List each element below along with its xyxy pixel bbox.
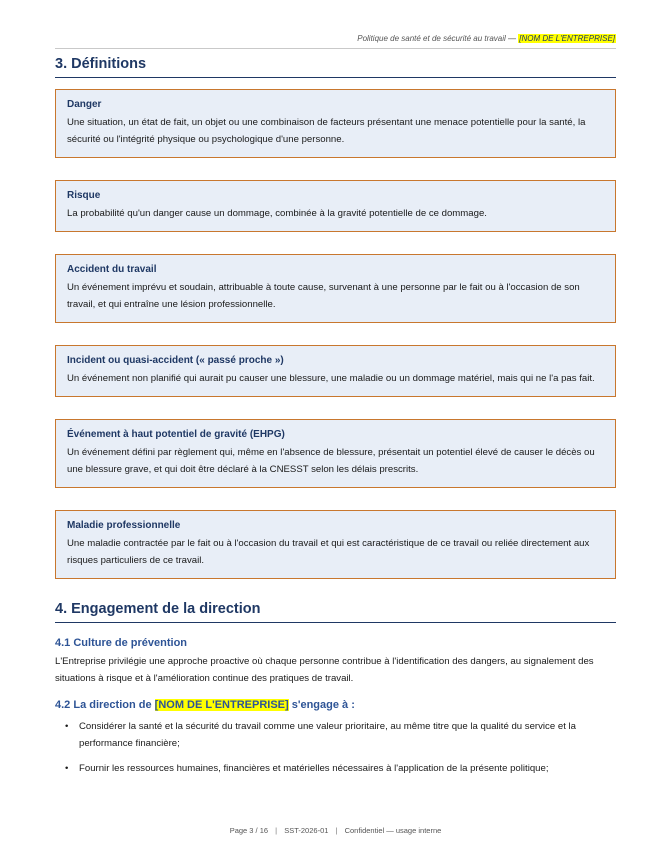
footer-separator: |	[275, 826, 278, 835]
subsection-4-1-text: L'Entreprise privilégie une approche proactive où chaque personne contribue à l'identification des dangers, au signalement des situations à risque et à l'amélioration continue des pratiques de travail.	[55, 656, 594, 684]
footer-confidentiality: Confidentiel — usage interne	[344, 826, 442, 835]
subsection-4-2-suffix: s'engage à :	[291, 699, 355, 711]
subsection-4-2-prefix: 4.2 La direction de	[55, 699, 152, 711]
definition-term: Maladie professionnelle	[67, 520, 181, 531]
definition-box-danger	[55, 89, 616, 158]
bullet-icon: •	[65, 763, 69, 774]
definition-text: La probabilité qu'un danger cause un dommage, combinée à la gravité potentielle de ce dommage.	[67, 208, 487, 219]
definition-box-ehpg	[55, 419, 616, 488]
section-3-heading: 3. Définitions	[55, 56, 616, 78]
definition-term: Risque	[67, 190, 101, 201]
definition-term: Danger	[67, 99, 102, 110]
definition-box-incident	[55, 345, 616, 397]
definition-box-risque	[55, 180, 616, 232]
definition-term: Accident du travail	[67, 264, 157, 275]
section-4-heading: 4. Engagement de la direction	[55, 601, 616, 623]
list-item	[65, 760, 616, 777]
page-footer	[0, 826, 671, 835]
footer-doc-code: SST-2026-01	[284, 826, 329, 835]
definition-box-accident	[55, 254, 616, 323]
definition-box-maladie	[55, 510, 616, 579]
definition-text: Un événement défini par règlement qui, même en l'absence de blessure, présentait un potentiel élevé de causer le décès ou une blessure grave, et qui doit être déclaré à la CNESST selon les délais prescrits.	[67, 447, 595, 475]
definition-text: Une maladie contractée par le fait ou à l'occasion du travail et qui est caractéristique de ce travail ou reliée directement aux risques particuliers de ce travail.	[67, 538, 590, 566]
definition-text: Une situation, un état de fait, un objet ou une combinaison de facteurs présentant une menace potentielle pour la santé, la sécurité ou l'intégrité physique ou psychologique d'une personne.	[67, 117, 586, 145]
definition-text: Un événement imprévu et soudain, attribuable à toute cause, survenant à une personne par le fait ou à l'occasion de son travail, et qui entraîne une lésion professionnelle.	[67, 282, 580, 310]
header-company-placeholder: [NOM DE L'ENTREPRISE]	[519, 34, 615, 43]
list-item-text: Considérer la santé et la sécurité du travail comme une valeur prioritaire, au même titre que la qualité du service et la performance financière;	[79, 721, 576, 749]
definition-term: Événement à haut potentiel de gravité (EHPG)	[67, 429, 285, 440]
page-header	[55, 34, 616, 49]
definition-text: Un événement non planifié qui aurait pu causer une blessure, une maladie ou un dommage matériel, mais qui ne l'a pas fait.	[67, 373, 595, 384]
bullet-icon: •	[65, 721, 69, 732]
list-item	[65, 718, 616, 752]
page-content	[55, 56, 616, 785]
footer-separator: |	[335, 826, 338, 835]
subsection-4-2-heading	[55, 699, 616, 711]
header-doc-title: Politique de santé et de sécurité au travail —	[357, 34, 516, 43]
subsection-4-1-heading: 4.1 Culture de prévention	[55, 637, 188, 649]
subsection-4-2-company-placeholder: [NOM DE L'ENTREPRISE]	[154, 699, 289, 711]
commitment-list	[65, 718, 616, 777]
definition-term: Incident ou quasi-accident (« passé proche »)	[67, 355, 284, 366]
list-item-text: Fournir les ressources humaines, financières et matérielles nécessaires à l'application de la présente politique;	[79, 763, 549, 774]
footer-page-number: Page 3 / 16	[229, 826, 269, 835]
